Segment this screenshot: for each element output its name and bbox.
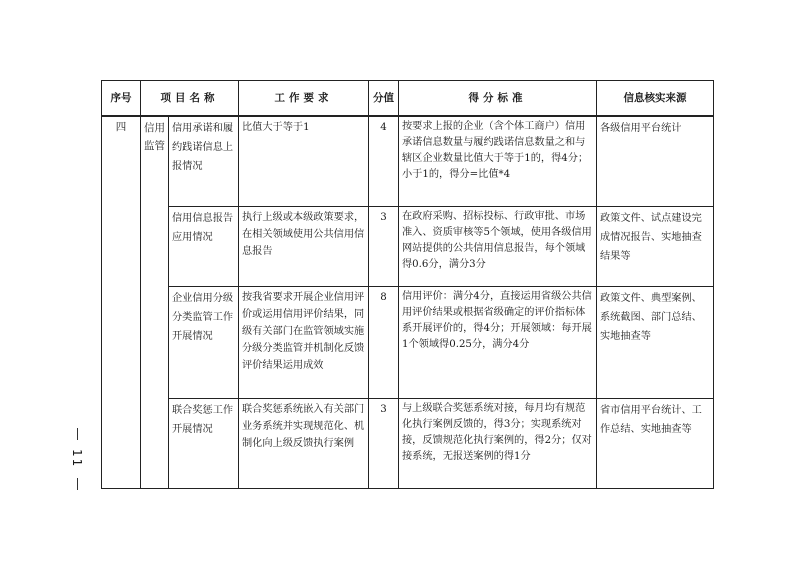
header-score: 分值 [369,81,399,117]
evaluation-table [101,80,714,489]
table-row [102,206,714,286]
header-standard: 得分标准 [399,81,597,117]
row-name [169,116,239,206]
row-source [597,206,714,286]
header-requirement: 工作要求 [239,81,369,117]
row-source-text: 各级信用平台统计 [600,123,682,134]
row-source [597,398,714,488]
row-standard [399,398,597,488]
row-name [169,398,239,488]
row-standard [399,116,597,206]
row-source-text: 省市信用平台统计、工作总结、实地抽查等 [600,404,702,435]
row-standard-text: 信用评价：满分4分，直接运用省级公共信用评价结果或根据省级确定的评价指标体系开展评价的，得4分；开展领域：每开展1个领域得0.25分，满分4分 [402,290,592,350]
row-requirement-text: 比值大于等于1 [242,122,310,133]
table-header-row [102,81,714,117]
group-category-text: 信用监管 [144,122,165,152]
row-standard-text: 在政府采购、招标投标、行政审批、市场准入、资质审核等5个领域，使用各级信用网站提供的公共信用信息报告，每个领域得0.6分，满分3分 [402,210,592,270]
row-source [597,116,714,206]
row-requirement [239,398,369,488]
row-name-text: 信用信息报告应用情况 [172,212,234,243]
row-source [597,286,714,398]
row-standard [399,286,597,398]
page-number-dash-bottom [77,478,78,490]
row-standard-text: 与上级联合奖惩系统对接，每月均有规范化执行案例反馈的，得3分；实现系统对接，反馈规范化执行案例的，得2分；仅对接系统，无报送案例的得1分 [402,402,592,462]
header-seq: 序号 [102,81,141,117]
row-requirement [239,286,369,398]
table-row [102,116,714,206]
row-source-text: 政策文件、试点建设完成情况报告、实地抽查结果等 [600,212,702,262]
row-name [169,286,239,398]
page-number-dash-top [77,428,78,440]
row-standard-text: 按要求上报的企业（含个体工商户）信用承诺信息数量与履约践诺信息数量之和与辖区企业数量比值大于等于1的，得4分；小于1的，得分=比值*4 [402,121,589,180]
header-source: 信息核实来源 [597,81,714,117]
page-number-value: 11 [70,449,84,469]
group-category [141,116,169,488]
row-requirement-text: 联合奖惩系统嵌入有关部门业务系统并实现规范化、机制化向上级反馈执行案例 [242,403,365,449]
row-score: 3 [369,206,399,286]
row-requirement-text: 执行上级或本级政策要求，在相关领域使用公共信用信息报告 [242,211,365,257]
row-name-text: 企业信用分级分类监管工作开展情况 [172,292,234,342]
row-requirement [239,116,369,206]
row-score: 4 [369,116,399,206]
group-seq: 四 [102,116,141,488]
row-source-text: 政策文件、典型案例、系统截图、部门总结、实地抽查等 [600,292,702,342]
row-score: 8 [369,286,399,398]
page-number [60,428,94,490]
row-requirement [239,206,369,286]
header-project: 项目名称 [141,81,239,117]
table-row [102,286,714,398]
row-requirement-text: 按我省要求开展企业信用评价或运用信用评价结果，同级有关部门在监管领域实施分级分类监管并机制化反馈评价结果运用成效 [242,291,365,371]
row-score: 3 [369,398,399,488]
row-name [169,206,239,286]
row-name-text: 信用承诺和履约践诺信息上报情况 [172,123,234,172]
row-standard [399,206,597,286]
table-row [102,398,714,488]
row-name-text: 联合奖惩工作开展情况 [172,404,234,435]
